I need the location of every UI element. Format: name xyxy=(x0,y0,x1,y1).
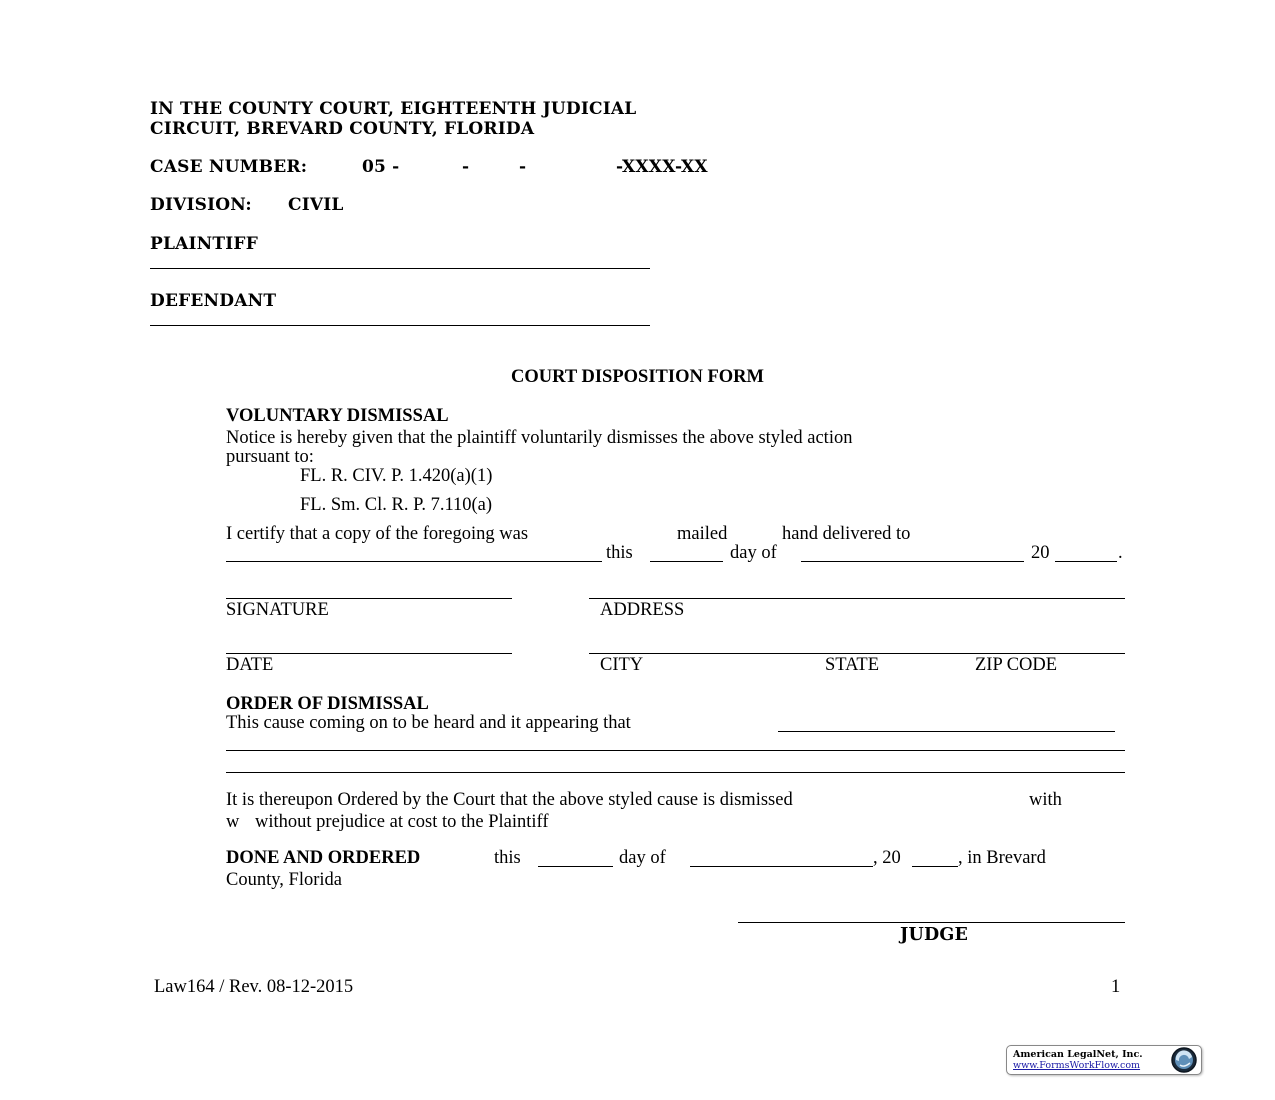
appearing-reason-field-3[interactable] xyxy=(226,772,1125,773)
delivery-option-mailed[interactable]: mailed xyxy=(677,524,728,544)
signature-label: SIGNATURE xyxy=(226,600,329,620)
judge-signature-field[interactable] xyxy=(738,922,1125,923)
done-and-ordered-label: DONE AND ORDERED xyxy=(226,848,421,868)
city-label: CITY xyxy=(600,655,644,675)
date-label: DATE xyxy=(226,655,274,675)
done-year-prefix: , 20 xyxy=(873,848,901,868)
service-year-prefix: 20 xyxy=(1031,543,1050,563)
date-field[interactable] xyxy=(226,653,512,654)
notice-text-line1: Notice is hereby given that the plaintiff voluntarily dismisses the above styled action xyxy=(226,428,853,448)
company-url-link[interactable]: www.FormsWorkFlow.com xyxy=(1013,1060,1141,1071)
form-title: COURT DISPOSITION FORM xyxy=(511,367,764,387)
service-day-field[interactable] xyxy=(650,561,723,562)
address-field[interactable] xyxy=(589,598,1125,599)
case-number-prefix[interactable]: 05 - xyxy=(362,157,400,177)
prejudice-option-with[interactable]: with xyxy=(1029,790,1062,810)
division-label: DIVISION: xyxy=(150,195,252,215)
certify-text: I certify that a copy of the foregoing was xyxy=(226,524,529,544)
order-of-dismissal-heading: ORDER OF DISMISSAL xyxy=(226,694,429,714)
prejudice-option-without-prefix: w xyxy=(226,812,240,832)
zip-code-label: ZIP CODE xyxy=(975,655,1058,675)
service-year-field[interactable] xyxy=(1055,561,1117,562)
service-day-of-label: day of xyxy=(730,543,777,563)
service-month-field[interactable] xyxy=(801,561,1024,562)
order-year-field[interactable] xyxy=(912,866,958,867)
company-name: American LegalNet, Inc. xyxy=(1013,1049,1143,1060)
served-party-field[interactable] xyxy=(226,561,602,562)
delivery-option-hand-delivered[interactable]: hand delivered to xyxy=(782,524,911,544)
ordered-text: It is thereupon Ordered by the Court that the above styled cause is dismissed xyxy=(226,790,793,810)
state-label: STATE xyxy=(825,655,880,675)
case-number-suffix: -XXXX-XX xyxy=(616,157,708,177)
page-number: 1 xyxy=(1111,977,1121,997)
order-month-field[interactable] xyxy=(690,866,873,867)
city-state-zip-field[interactable] xyxy=(589,653,1125,654)
court-name-line1: IN THE COUNTY COURT, EIGHTEENTH JUDICIAL xyxy=(150,99,637,119)
defendant-name-field[interactable] xyxy=(150,325,650,326)
appearing-reason-field-2[interactable] xyxy=(226,750,1125,751)
division-value: CIVIL xyxy=(288,195,344,215)
court-name-line2: CIRCUIT, BREVARD COUNTY, FLORIDA xyxy=(150,119,535,139)
done-location: , in Brevard xyxy=(958,848,1046,868)
globe-logo-icon xyxy=(1171,1047,1197,1073)
defendant-label: DEFENDANT xyxy=(150,291,277,311)
rule-option-small-claims[interactable]: FL. Sm. Cl. R. P. 7.110(a) xyxy=(300,495,493,515)
prejudice-option-without[interactable]: without prejudice at cost to the Plaintiff xyxy=(255,812,549,832)
done-location-line2: County, Florida xyxy=(226,870,342,890)
appearing-reason-field-1[interactable] xyxy=(778,731,1115,732)
form-revision-id: Law164 / Rev. 08-12-2015 xyxy=(154,977,354,997)
voluntary-dismissal-heading: VOLUNTARY DISMISSAL xyxy=(226,406,449,426)
case-number-dash-1[interactable]: - xyxy=(462,157,470,177)
signature-field[interactable] xyxy=(226,598,512,599)
case-number-dash-2[interactable]: - xyxy=(519,157,527,177)
notice-text-line2: pursuant to: xyxy=(226,447,314,467)
plaintiff-name-field[interactable] xyxy=(150,268,650,269)
rule-option-civ[interactable]: FL. R. CIV. P. 1.420(a)(1) xyxy=(300,466,493,486)
appearing-text: This cause coming on to be heard and it appearing that xyxy=(226,713,631,733)
service-this-label: this xyxy=(606,543,633,563)
case-number-label: CASE NUMBER: xyxy=(150,157,308,177)
done-day-of-label: day of xyxy=(619,848,666,868)
judge-label: JUDGE xyxy=(900,925,969,945)
done-this-label: this xyxy=(494,848,521,868)
legalnet-badge[interactable] xyxy=(1006,1045,1202,1075)
service-line-period: . xyxy=(1118,543,1123,563)
order-day-field[interactable] xyxy=(538,866,613,867)
address-label: ADDRESS xyxy=(600,600,685,620)
plaintiff-label: PLAINTIFF xyxy=(150,234,258,254)
